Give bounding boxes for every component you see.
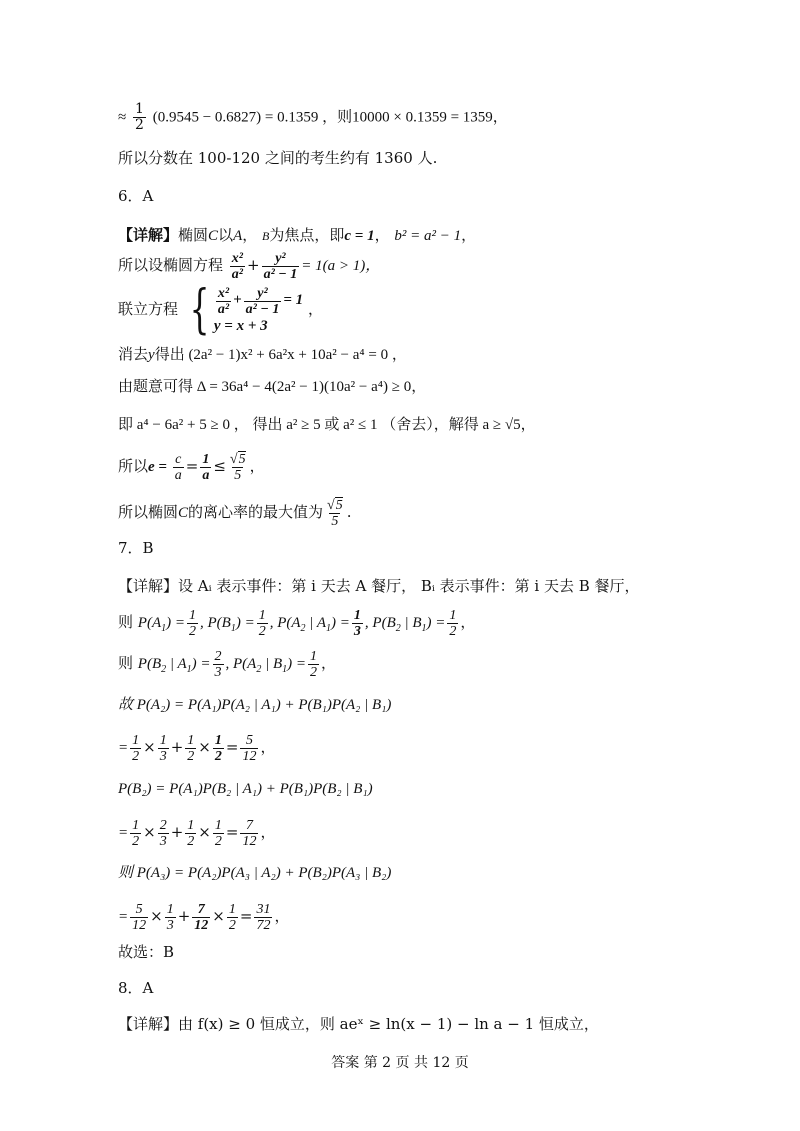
var-B: B (262, 229, 270, 243)
fraction-1-a: $\frac{1}{a}$ (202, 451, 210, 483)
q6-text: 所以设椭圆方程 (118, 256, 224, 274)
q6-text: 椭圆 (178, 226, 209, 244)
conclusion-text: 所以分数在 100-120 之间的考生约有 1360 人. (118, 149, 438, 167)
q6-text: ， (461, 226, 477, 244)
q6-text: ， (242, 226, 258, 244)
eliminated-equation: 得出 (2a² − 1)x² + 6a²x + 10a² − a⁴ = 0 ， (154, 347, 407, 363)
q7-event-definition: 【详解】设 Aᵢ 表示事件：第 i 天去 A 餐厅， Bᵢ 表示事件：第 i 天去 B 餐厅， (118, 577, 640, 595)
brace-icon: { (189, 280, 210, 340)
q7-answer-text: 故选：B (118, 943, 175, 961)
line-conclusion-1360 (118, 148, 437, 168)
line-equation: y = x + 3 (213, 317, 268, 334)
question-6-answer (118, 186, 153, 206)
q6-text: 消去 (118, 345, 149, 363)
q6-detail-line-4 (118, 344, 407, 365)
c-equals-1: c = 1 (344, 228, 375, 244)
q6-detail-line-8 (118, 492, 352, 533)
var-C: C (178, 505, 189, 521)
q6-text: . (346, 503, 352, 521)
q7-detail-line-5: = $\frac{1}{2}$ × $\frac{1}{3}$ + $\frac{1}{2}$ × $\frac{1}{2}$ = $\frac{5}{12}$ ， (118, 732, 276, 764)
system-of-equations: { $\frac{\text{x²}}{\text{a²}}$ + $\frac{\text{y²}}{\text{a² − 1}}$ = 1 y = x + 3 (189, 280, 304, 340)
fraction-sqrt5-5: $\frac{√5}{5}$ (229, 451, 246, 483)
fraction-c-a: $\frac{c}{a}$ (174, 451, 182, 483)
var-A: A (233, 228, 243, 244)
q6-text: ， (307, 300, 323, 318)
q6-text: 以 (218, 226, 234, 244)
q7-detail-line-6 (118, 778, 373, 799)
q6-detail-line-3 (118, 280, 323, 340)
q6-text: ， (374, 226, 390, 244)
total-probability-A2: 故 P(A₂) = P(A₁)P(A₂ | A₁) + P(B₁)P(A₂ | B₁) (118, 697, 392, 713)
q7-label: 7．B (118, 539, 154, 557)
q7-detail-line-8 (118, 862, 391, 883)
approx-expression: (0.9545 − 0.6827) = 0.1359 ，则10000 × 0.1359 = 1359， (152, 109, 508, 126)
discriminant-condition: 由题意可得 Δ = 36a⁴ − 4(2a² − 1)(10a² − a⁴) ≥ 0， (118, 379, 427, 395)
q7-text: 则 (118, 613, 134, 631)
var-C: C (208, 228, 219, 244)
q6-detail-line-5 (118, 376, 426, 397)
q7-detail-line-7: = $\frac{1}{2}$ × $\frac{2}{3}$ + $\frac{1}{2}$ × $\frac{1}{2}$ = $\frac{7}{12}$ ， (118, 817, 276, 849)
page-footer: 答案 第 2 页 共 12 页 (331, 1055, 469, 1071)
q7-text: 则 (118, 654, 134, 672)
question-8-answer (118, 978, 153, 998)
q7-choice (118, 942, 174, 962)
q7-detail-line-9: = $\frac{5}{12}$ × $\frac{1}{3}$ + $\frac{7}{12}$ × $\frac{1}{2}$ = $\frac{31}{72}$ ， (118, 901, 290, 933)
eccentricity-e: e = (148, 459, 171, 475)
q7-detail-line-1 (118, 576, 640, 596)
q8-detail-line-1 (118, 1014, 599, 1034)
approx-sign: ≈ (118, 109, 127, 126)
detail-label: 【详解】 (118, 226, 179, 244)
q6-text: 所以 (118, 457, 149, 475)
q6-detail-line-2: 所以设椭圆方程 $\frac{\text{x²}}{\text{a²}}$ + $\frac{\text{y²}}{\text{a² − 1}}$ = 1(a > 1)， (118, 250, 381, 282)
q8-label: 8．A (118, 979, 154, 997)
q7-detail-line-2: 则 $P(A_1)$ = $\frac{1}{2}$ , $P(B_1)$ = $\frac{1}{2}$ , $P(A_2$ | $A_1$) = $\frac{1}{3}$ , $P(B_2$ | $B_1$) = $\frac{1}{2}$ ， (118, 607, 476, 639)
total-probability-B2: P(B₂) = P(A₁)P(B₂ | A₁) + P(B₁)P(B₂ | B₁) (118, 781, 373, 797)
q6-detail-line-7: 所以e = $\frac{c}{a}$ = $\frac{1}{a}$ ≤ $\frac{√5}{5}$ ， (118, 451, 265, 483)
q6-label: 6．A (118, 187, 154, 205)
q6-text: 的离心率的最大值为 (188, 503, 324, 521)
total-probability-A3: 则 P(A₃) = P(A₂)P(A₃ | A₂) + P(B₂)P(A₃ | B₂) (118, 865, 392, 881)
question-7-answer (118, 538, 154, 558)
var-y: y (148, 347, 155, 363)
b-squared-eq: b² = a² − 1 (394, 228, 462, 244)
fraction-x2-a2: $\frac{\text{x²}}{\text{a²}}$ (231, 250, 243, 282)
fraction-half: $\frac{1}{2}$ (135, 101, 144, 133)
fraction-max-eccentricity: $\frac{√5}{5}$ (327, 497, 343, 529)
q7-detail-line-3: 则 $P(B_2$ | $A_1$) = $\frac{2}{3}$ , $P(A_2$ | $B_1$) = $\frac{1}{2}$ ， (118, 648, 337, 680)
q8-condition: 【详解】由 f(x) ≥ 0 恒成立，则 aeˣ ≥ ln(x − 1) − ln a − 1 恒成立， (118, 1015, 599, 1033)
inequality-solution: 即 a⁴ − 6a² + 5 ≥ 0 ， 得出 a² ≥ 5 或 a² ≤ 1 （舍去），解得 a ≥ √5， (118, 417, 536, 433)
q6-text: 为焦点，即 (269, 226, 345, 244)
q6-text: 联立方程 (118, 300, 179, 318)
q7-detail-line-4 (118, 694, 391, 715)
line-approx (118, 102, 508, 133)
q6-detail-line-6 (118, 414, 536, 435)
ellipse-condition: = 1(a > 1)， (301, 258, 381, 274)
fraction-y2-a2minus1: $\frac{\text{y²}}{\text{a² − 1}}$ (263, 250, 298, 282)
q6-detail-line-1 (118, 225, 476, 246)
q6-text: 所以椭圆 (118, 503, 179, 521)
